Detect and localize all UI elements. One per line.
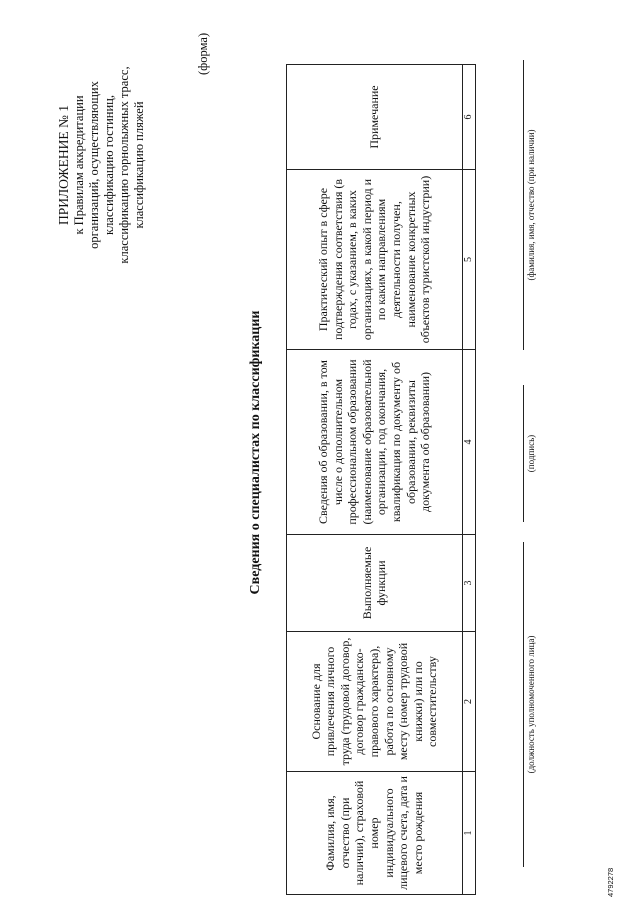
signature-caption: (подпись) xyxy=(526,434,536,473)
name-signature-field xyxy=(505,60,539,350)
position-signature-field xyxy=(505,542,539,867)
column-number: 3 xyxy=(462,535,475,632)
column-header: Практический опыт в сфере подтверждения соответствия (в годах, с указанием, в каких организациях, в какой период и по каким направлениям деятельности получен, наименование конкретных объектов туристской индустрии) xyxy=(287,170,463,350)
appendix-line: организаций, осуществляющих xyxy=(87,81,101,249)
signature-line xyxy=(523,385,524,522)
column-number: 1 xyxy=(462,772,475,895)
document-code: 4792278 xyxy=(606,867,615,897)
name-line xyxy=(523,60,524,350)
column-number: 2 xyxy=(462,632,475,772)
column-header: Примечание xyxy=(287,65,463,170)
table-header-row xyxy=(287,65,463,895)
appendix-line: к Правилам аккредитации xyxy=(72,95,86,235)
appendix-line: классификацию пляжей xyxy=(132,101,146,229)
document-title: Сведения о специалистах по классификации xyxy=(248,310,263,595)
signature-field xyxy=(505,385,539,522)
column-number: 4 xyxy=(462,350,475,535)
position-caption: (должность уполномоченного лица) xyxy=(526,635,536,774)
column-number-row xyxy=(462,65,475,895)
appendix-header xyxy=(56,25,147,305)
column-header: Выполняемые функции xyxy=(287,535,463,632)
name-caption: (фамилия, имя, отчество (при наличии) xyxy=(526,129,536,281)
column-number: 6 xyxy=(462,65,475,170)
position-line xyxy=(523,542,524,867)
specialists-table xyxy=(286,64,476,895)
column-header: Сведения об образовании, в том числе о дополнительном профессиональном образовании (наименование образовательной организации, год окончания, квалификация по документу об образовании, реквизиты документа об образовании) xyxy=(287,350,463,535)
column-header: Основание для привлечения личного труда (трудовой договор, договор гражданско-правового характера), работа по основному месту (номер трудовой книжки) или по совместительству xyxy=(287,632,463,772)
form-label: (форма) xyxy=(196,32,210,75)
column-number: 5 xyxy=(462,170,475,350)
appendix-line: классификацию горнолыжных трасс, xyxy=(117,66,131,264)
appendix-line: классификацию гостиниц, xyxy=(102,95,116,235)
appendix-title: ПРИЛОЖЕНИЕ № 1 xyxy=(56,104,71,226)
column-header: Фамилия, имя, отчество (при наличии), страховой номер индивидуального лицевого счета, дата и место рождения xyxy=(287,772,463,895)
